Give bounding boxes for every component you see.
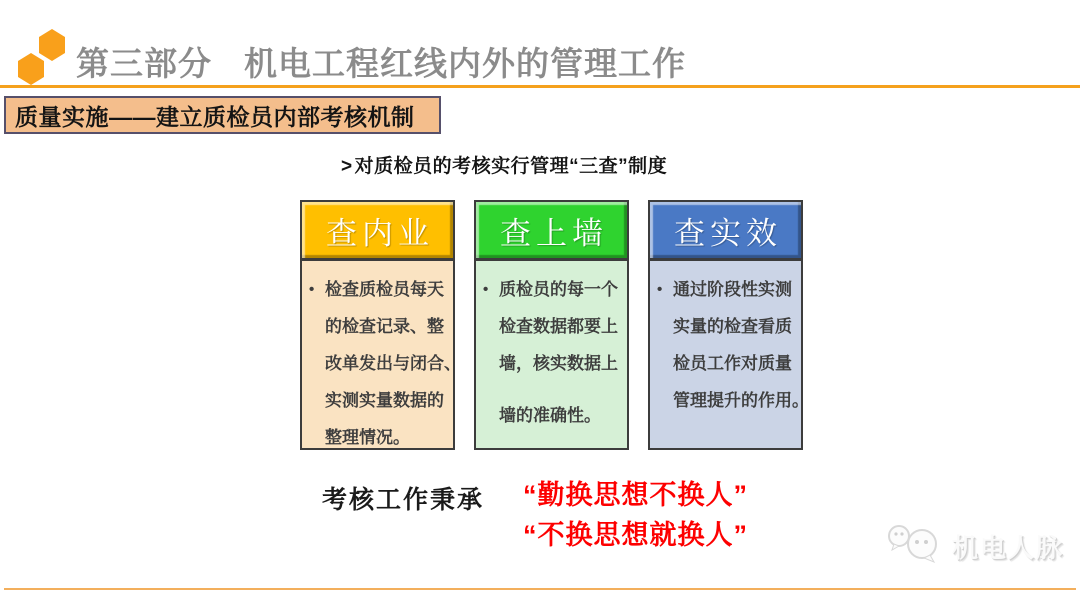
body-line: 检查数据都要上 xyxy=(499,317,618,336)
part-label: 第三部分 xyxy=(76,45,212,82)
header-divider xyxy=(0,85,1080,88)
honeycomb-icon xyxy=(16,27,66,89)
watermark-text: 机电人脉 xyxy=(952,533,1065,563)
bottom-divider xyxy=(4,588,1076,590)
check-card-shixiao xyxy=(648,200,809,450)
body-line: 的检查记录、整 xyxy=(325,317,444,336)
check-card-body xyxy=(648,260,809,450)
check-card-text xyxy=(499,271,618,448)
bullet-marker: • xyxy=(657,281,663,298)
check-card-text xyxy=(673,271,809,448)
conclusion-quotes xyxy=(523,475,748,555)
body-line: 检查质检员每天 xyxy=(325,280,444,299)
check-card-body xyxy=(474,260,629,450)
check-card-title: 查上墙 xyxy=(474,200,629,260)
check-card-shangqiang xyxy=(474,200,629,450)
check-card-neiye xyxy=(300,200,461,450)
body-line: 管理提升的作用。 xyxy=(673,391,809,410)
three-checks-group xyxy=(300,200,809,450)
wechat-bubbles-icon xyxy=(886,522,944,571)
quote-line: “勤换思想不换人” xyxy=(523,480,748,510)
conclusion-lead: 考核工作秉承 xyxy=(322,486,485,514)
section-badge xyxy=(4,96,441,134)
check-card-text xyxy=(325,271,461,448)
body-line: 实测实量数据的 xyxy=(325,391,444,410)
section-badge-label: 质量实施——建立质检员内部考核机制 xyxy=(15,103,415,130)
body-line: 实量的检查看质 xyxy=(673,317,792,336)
arrow-bullet-icon: > xyxy=(341,156,353,177)
body-line: 墙的准确性。 xyxy=(499,406,601,425)
body-line: 质检员的每一个 xyxy=(499,280,618,299)
check-card-body xyxy=(300,260,461,450)
check-card-title: 查实效 xyxy=(648,200,803,260)
body-line: 墙，核实数据上 xyxy=(499,354,618,373)
intro-line xyxy=(341,151,667,178)
body-line: 通过阶段性实测 xyxy=(673,280,792,299)
body-line: 检员工作对质量 xyxy=(673,354,792,373)
quote-line: “不换思想就换人” xyxy=(523,520,748,550)
watermark xyxy=(886,522,1064,571)
page-title xyxy=(76,38,686,85)
intro-text: 对质检员的考核实行管理“三查”制度 xyxy=(354,156,668,177)
body-line: 整理情况。 xyxy=(325,428,410,447)
body-line: 改单发出与闭合、 xyxy=(325,354,461,373)
check-card-title: 查内业 xyxy=(300,200,455,260)
title-text: 机电工程红线内外的管理工作 xyxy=(244,45,686,82)
bullet-marker: • xyxy=(483,281,489,298)
bullet-marker: • xyxy=(309,281,315,298)
